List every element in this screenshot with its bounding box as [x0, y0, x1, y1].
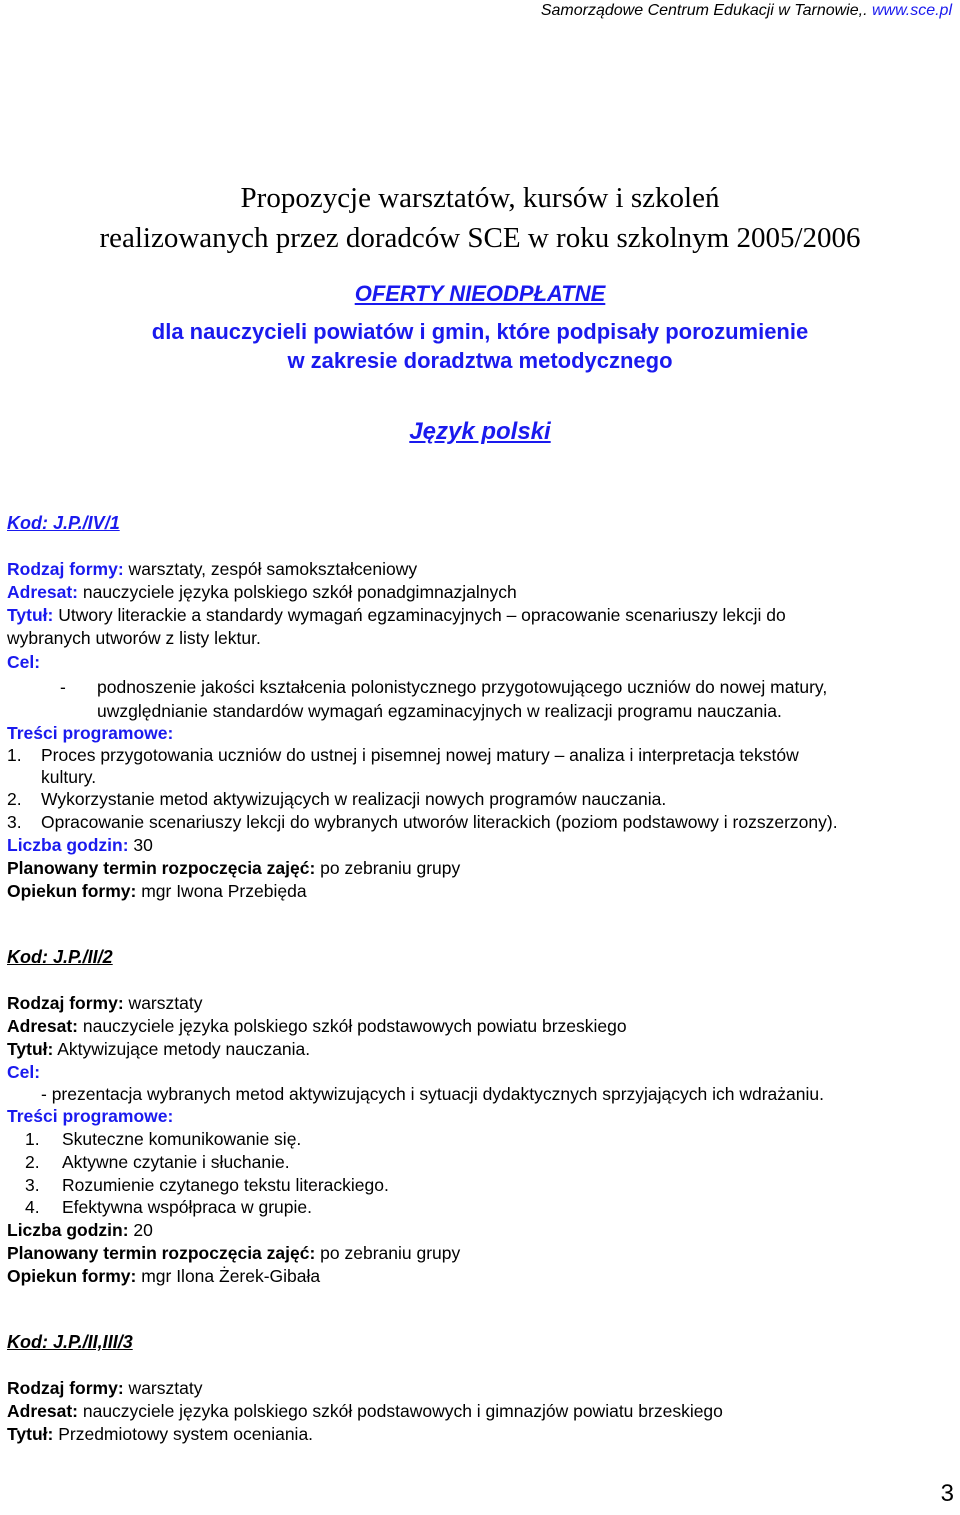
- field-value: Aktywizujące metody nauczania.: [53, 1039, 311, 1059]
- course-audience: [7, 581, 517, 603]
- program-item: [7, 744, 22, 766]
- subtitle-line-1: dla nauczycieli powiatów i gmin, które podpisały porozumienie: [151, 319, 809, 344]
- field-value: mgr Iwona Przebięda: [136, 881, 307, 901]
- field-value: 30: [128, 835, 153, 855]
- item-number: 1.: [7, 745, 22, 765]
- subject-heading: Język polski: [409, 418, 551, 445]
- field-value: po zebraniu grupy: [315, 858, 461, 878]
- item-number: 3.: [25, 1175, 40, 1195]
- field-label: Rodzaj formy:: [7, 993, 124, 1013]
- course-audience: [7, 1400, 723, 1422]
- offer-heading: OFERTY NIEODPŁATNE: [354, 281, 606, 306]
- field-label: Rodzaj formy:: [7, 1378, 124, 1398]
- course-hours: [7, 1219, 153, 1241]
- field-value: warsztaty, zespół samokształceniowy: [123, 559, 418, 579]
- field-value: mgr Ilona Żerek-Gibała: [136, 1266, 321, 1286]
- course-audience: [7, 1015, 627, 1037]
- course-supervisor: [7, 1265, 320, 1287]
- title-line-2: realizowanych przez doradców SCE w roku szkolnym 2005/2006: [99, 222, 861, 254]
- field-value: Utwory literackie a standardy wymagań egzaminacyjnych – opracowanie scenariuszy lekcji do: [53, 605, 786, 625]
- item-number: 4.: [25, 1197, 40, 1217]
- item-number: 3.: [7, 812, 22, 832]
- item-number: 2.: [7, 789, 22, 809]
- course-title-cont: wybranych utworów z listy lektur.: [7, 628, 261, 648]
- program-item: [25, 1196, 40, 1218]
- field-value: nauczyciele języka polskiego szkół ponadgimnazjalnych: [78, 582, 517, 602]
- field-label: Liczba godzin:: [7, 835, 129, 855]
- subtitle-line-2: w zakresie doradztwa metodycznego: [287, 348, 673, 373]
- course-code: Kod: J.P./IV/1: [7, 513, 120, 533]
- field-value: Przedmiotowy system oceniania.: [53, 1424, 314, 1444]
- header-text: Samorządowe Centrum Edukacji w Tarnowie,.: [540, 2, 872, 19]
- program-item: [7, 788, 22, 810]
- field-label: Adresat:: [7, 1016, 78, 1036]
- field-label: Liczba godzin:: [7, 1220, 129, 1240]
- field-label: Planowany termin rozpoczęcia zajęć:: [7, 858, 316, 878]
- item-number: 2.: [25, 1152, 40, 1172]
- goal-line-1: podnoszenie jakości kształcenia polonistycznego przygotowującego uczniów do nowej matury,: [97, 677, 828, 697]
- course-form-type: [7, 558, 417, 580]
- field-label: Planowany termin rozpoczęcia zajęć:: [7, 1243, 316, 1263]
- field-value: nauczyciele języka polskiego szkół podstawowych i gimnazjów powiatu brzeskiego: [78, 1401, 723, 1421]
- program-label: Treści programowe:: [7, 723, 174, 743]
- field-label: Opiekun formy:: [7, 1266, 137, 1286]
- program-item-text: Wykorzystanie metod aktywizujących w realizacji nowych programów nauczania.: [41, 789, 667, 809]
- program-item-text: Proces przygotowania uczniów do ustnej i pisemnej nowej matury – analiza i interpretacja tekstów: [41, 745, 799, 765]
- field-label: Opiekun formy:: [7, 881, 137, 901]
- program-item: [25, 1151, 40, 1173]
- page-number: 3: [940, 1480, 954, 1507]
- field-value: warsztaty: [123, 1378, 203, 1398]
- goal-dash: -: [60, 677, 66, 697]
- field-label: Tytuł:: [7, 1424, 54, 1444]
- program-item-cont: kultury.: [41, 767, 97, 787]
- course-title: [7, 604, 786, 626]
- course-code: Kod: J.P./II,III/3: [7, 1332, 133, 1352]
- program-item: [7, 811, 22, 833]
- field-label: Rodzaj formy:: [7, 559, 124, 579]
- program-label: Treści programowe:: [7, 1106, 174, 1126]
- header-url-link[interactable]: www.sce.pl: [871, 2, 952, 19]
- program-item-text: Efektywna współpraca w grupie.: [62, 1197, 312, 1217]
- field-value: po zebraniu grupy: [315, 1243, 461, 1263]
- field-value: nauczyciele języka polskiego szkół podstawowych powiatu brzeskiego: [78, 1016, 627, 1036]
- field-value: 20: [128, 1220, 153, 1240]
- field-label: Adresat:: [7, 1401, 78, 1421]
- field-label: Tytuł:: [7, 605, 54, 625]
- course-title: [7, 1038, 310, 1060]
- program-item-text: Skuteczne komunikowanie się.: [62, 1129, 302, 1149]
- course-form-type: [7, 992, 202, 1014]
- goal-line-2: uwzględnianie standardów wymagań egzaminacyjnych w realizacji programu nauczania.: [97, 701, 782, 721]
- program-item-text: Opracowanie scenariuszy lekcji do wybranych utworów literackich (poziom podstawowy i rozszerzony).: [41, 812, 838, 832]
- program-item-text: Rozumienie czytanego tekstu literackiego.: [62, 1175, 389, 1195]
- program-item-text: Aktywne czytanie i słuchanie.: [62, 1152, 290, 1172]
- goal-line-1: - prezentacja wybranych metod aktywizujących i sytuacji dydaktycznych sprzyjających ich wdrażaniu.: [41, 1084, 824, 1104]
- goal-label: Cel:: [7, 1062, 41, 1082]
- course-form-type: [7, 1377, 202, 1399]
- course-hours: [7, 834, 153, 856]
- item-number: 1.: [25, 1129, 40, 1149]
- course-start: [7, 857, 460, 879]
- title-line-1: Propozycje warsztatów, kursów i szkoleń: [240, 182, 720, 214]
- field-value: warsztaty: [123, 993, 203, 1013]
- program-item: [25, 1174, 40, 1196]
- course-title: [7, 1423, 313, 1445]
- field-label: Tytuł:: [7, 1039, 54, 1059]
- course-supervisor: [7, 880, 307, 902]
- field-label: Adresat:: [7, 582, 78, 602]
- course-start: [7, 1242, 460, 1264]
- course-code: Kod: J.P./II/2: [7, 947, 113, 967]
- program-item: [25, 1128, 40, 1150]
- page-header: [541, 2, 952, 20]
- goal-label: Cel:: [7, 652, 41, 672]
